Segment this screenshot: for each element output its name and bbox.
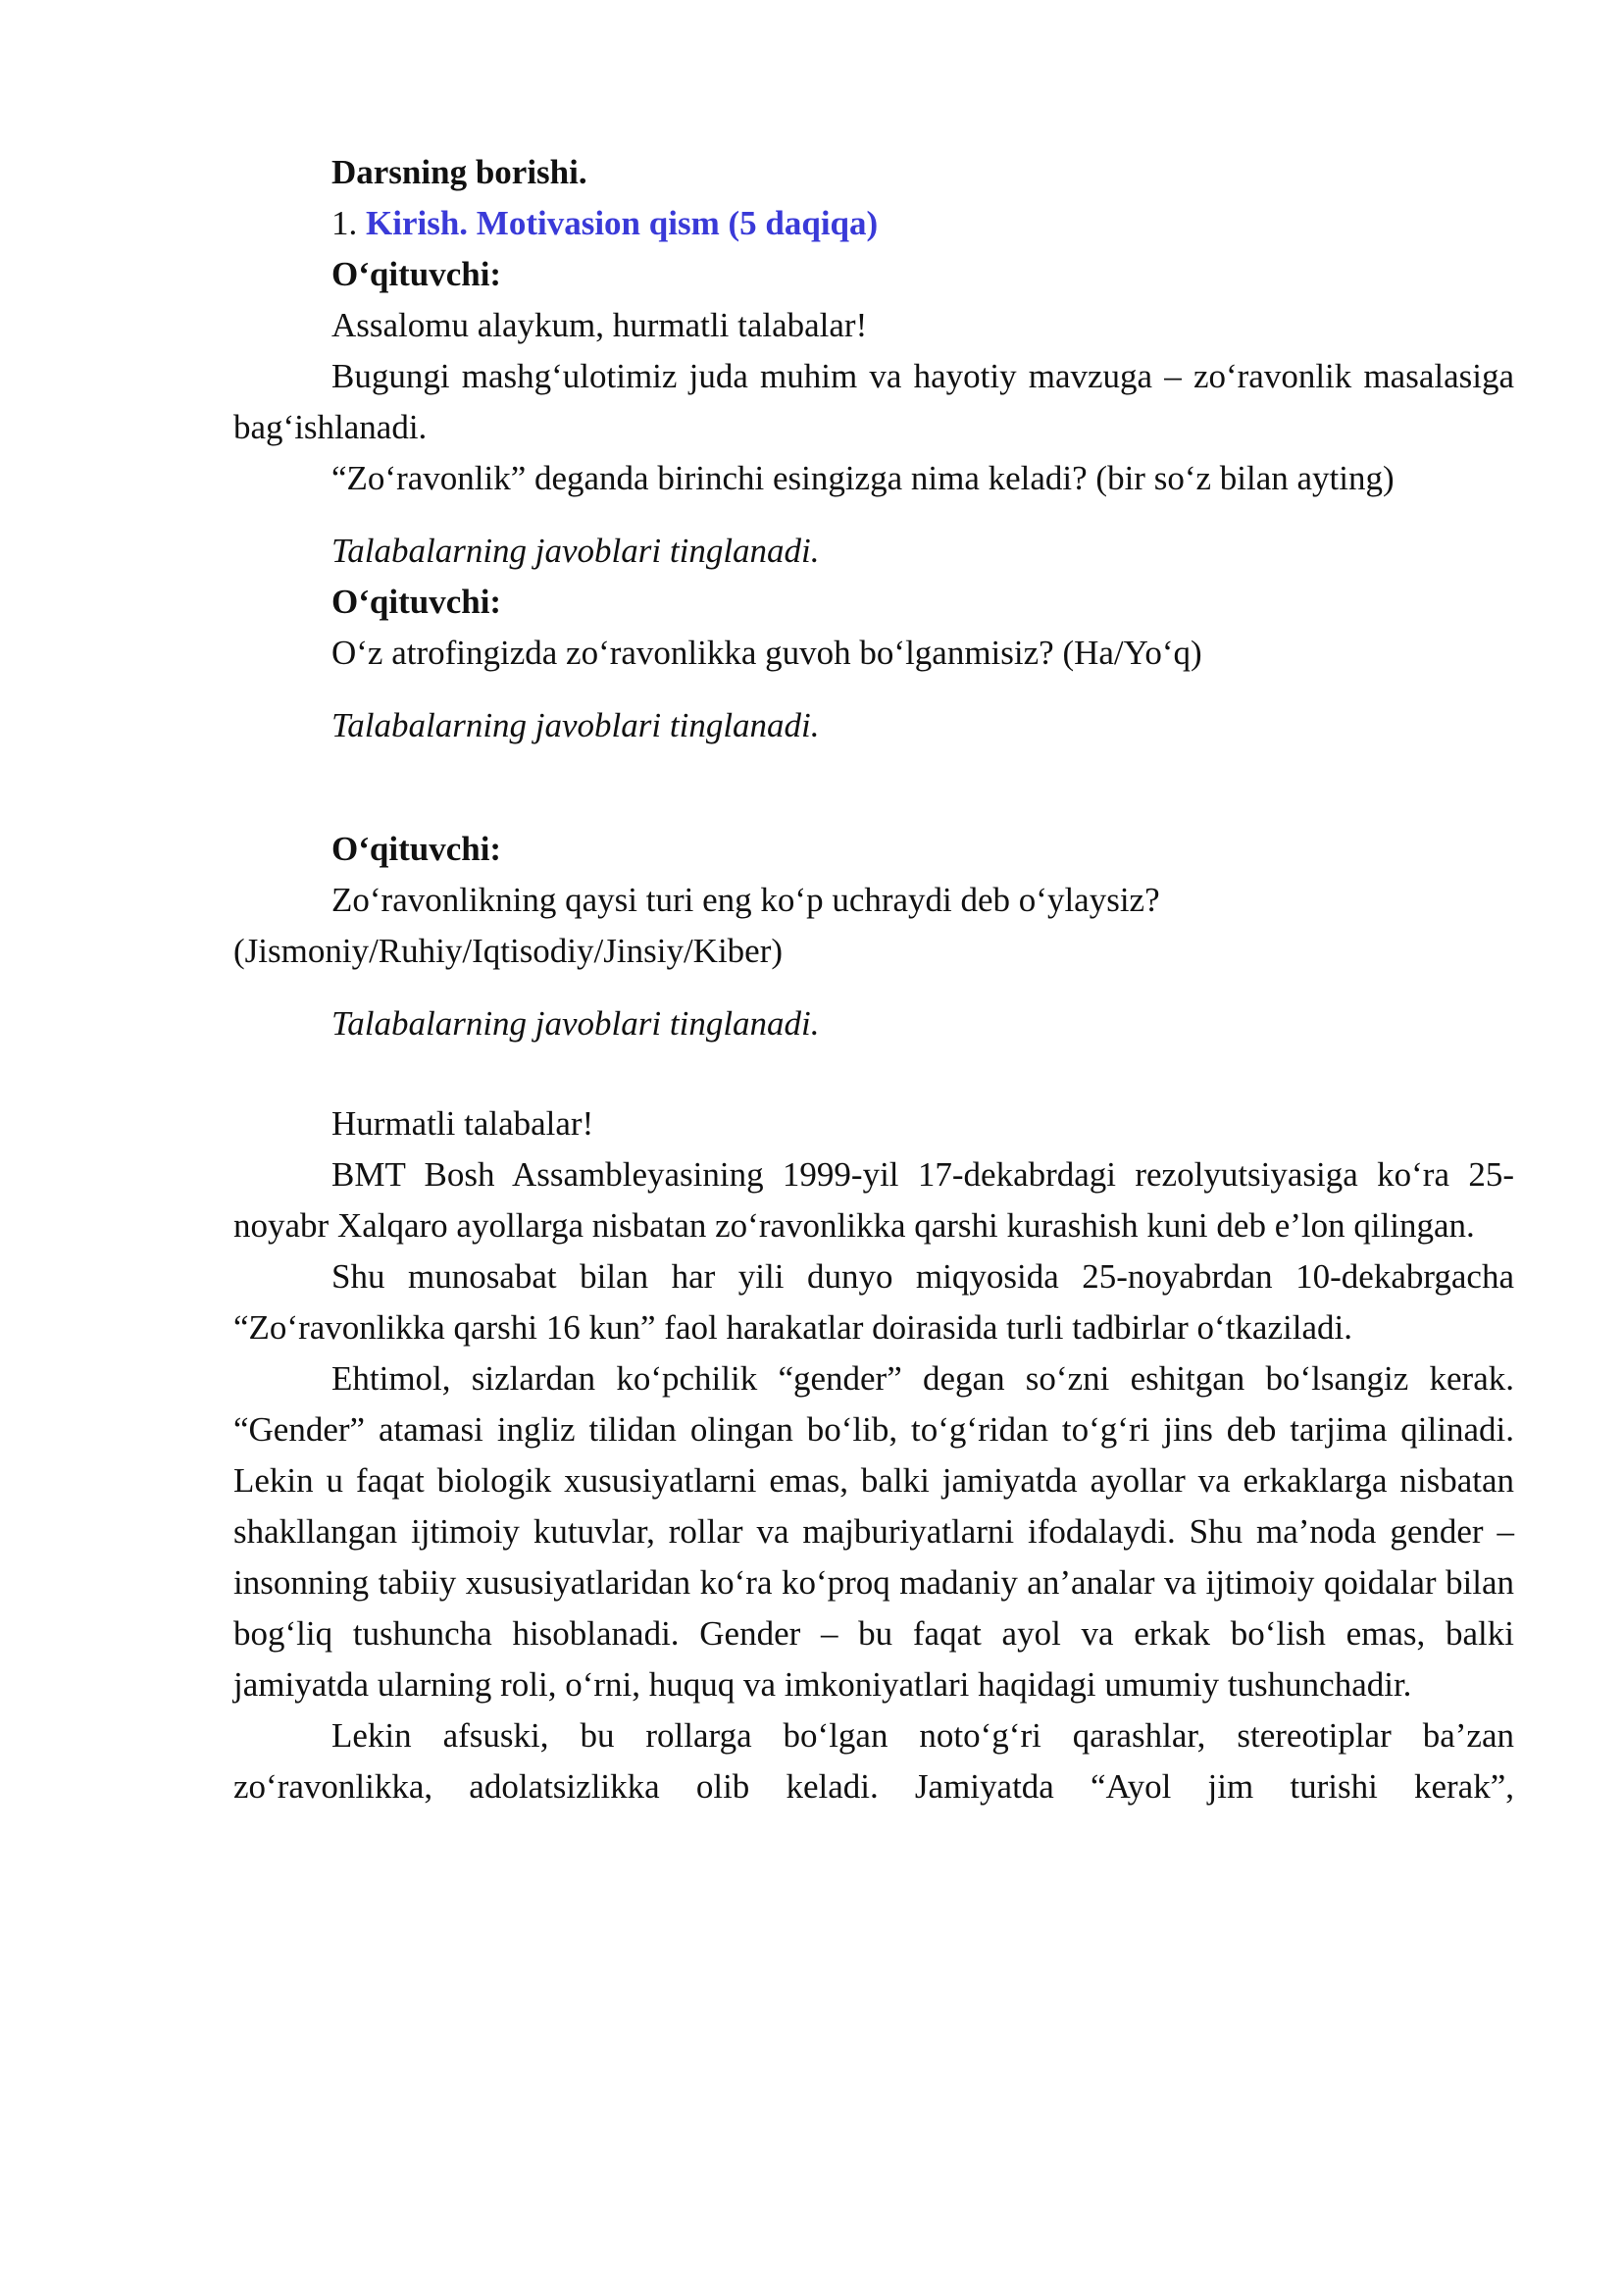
teacher-label-3: O‘qituvchi: [331, 830, 502, 868]
lesson-heading: Darsning borishi. [331, 153, 587, 191]
greeting-paragraph: Assalomu alaykum, hurmatli talabalar! [331, 306, 868, 344]
section-title-text: Kirish. Motivasion qism (5 daqiqa) [366, 204, 879, 242]
student-answers-note-3: Talabalarning javoblari tinglanadi. [331, 1004, 820, 1043]
stereotypes-paragraph: Lekin afsuski, bu rollarga bo‘lgan noto‘g‘ri qarashlar, stereotiplar ba’zan zo‘ravonlikka, adolatsizlikka olib keladi. Jamiyatda “Ayol jim turishi kerak”, [233, 1716, 1514, 1806]
student-answers-note-1: Talabalarning javoblari tinglanadi. [331, 532, 820, 570]
section-number: 1. [331, 204, 358, 242]
student-answers-note-2: Talabalarning javoblari tinglanadi. [331, 706, 820, 744]
bmt-paragraph: BMT Bosh Assambleyasining 1999-yil 17-dekabrdagi rezolyutsiyasiga ko‘ra 25-noyabr Xalqaro ayollarga nisbatan zo‘ravonlikka qarshi kurashish kuni deb e’lon qilingan. [233, 1155, 1514, 1245]
section-title [233, 198, 1514, 249]
question-2-paragraph: O‘z atrofingizda zo‘ravonlikka guvoh bo‘lganmisiz? (Ha/Yo‘q) [331, 634, 1202, 672]
question-3-paragraph: Zo‘ravonlikning qaysi turi eng ko‘p uchraydi deb o‘ylaysiz? (Jismoniy/Ruhiy/Iqtisodiy/Jinsiy/Kiber) [233, 881, 1160, 970]
campaign-paragraph: Shu munosabat bilan har yili dunyo miqyosida 25-noyabrdan 10-dekabrgacha “Zo‘ravonlikka qarshi 16 kun” faol harakatlar doirasida turli tadbirlar o‘tkaziladi. [233, 1257, 1514, 1347]
gender-paragraph: Ehtimol, sizlardan ko‘pchilik “gender” degan so‘zni eshitgan bo‘lsangiz kerak. “Gender” atamasi ingliz tilidan olingan bo‘lib, to‘g‘ridan to‘g‘ri jins deb tarjima qilinadi. Lekin u faqat biologik xususiyatlarni emas, balki jamiyatda ayollar va erkaklarga nisbatan shakllangan ijtimoiy kutuvlar, rollar va majburiyatlarni ifodalaydi. Shu ma’noda gender – insonning tabiiy xususiyatlaridan ko‘ra ko‘proq madaniy an’analar va ijtimoiy qoidalar bilan bog‘liq tushuncha hisoblanadi. Gender – bu faqat ayol va erkak bo‘lish emas, balki jamiyatda ularning roli, o‘rni, huquq va imkoniyatlari haqidagi umumiy tushunchadir. [233, 1359, 1514, 1704]
document-page [233, 147, 1514, 1812]
teacher-label-2: O‘qituvchi: [331, 583, 502, 621]
topic-paragraph: Bugungi mashg‘ulotimiz juda muhim va hayotiy mavzuga – zo‘ravonlik masalasiga bag‘ishlanadi. [233, 357, 1514, 446]
teacher-label-1: O‘qituvchi: [331, 255, 502, 293]
address-paragraph: Hurmatli talabalar! [331, 1104, 594, 1143]
question-1-paragraph: “Zo‘ravonlik” deganda birinchi esingizga nima keladi? (bir so‘z bilan ayting) [331, 459, 1395, 497]
